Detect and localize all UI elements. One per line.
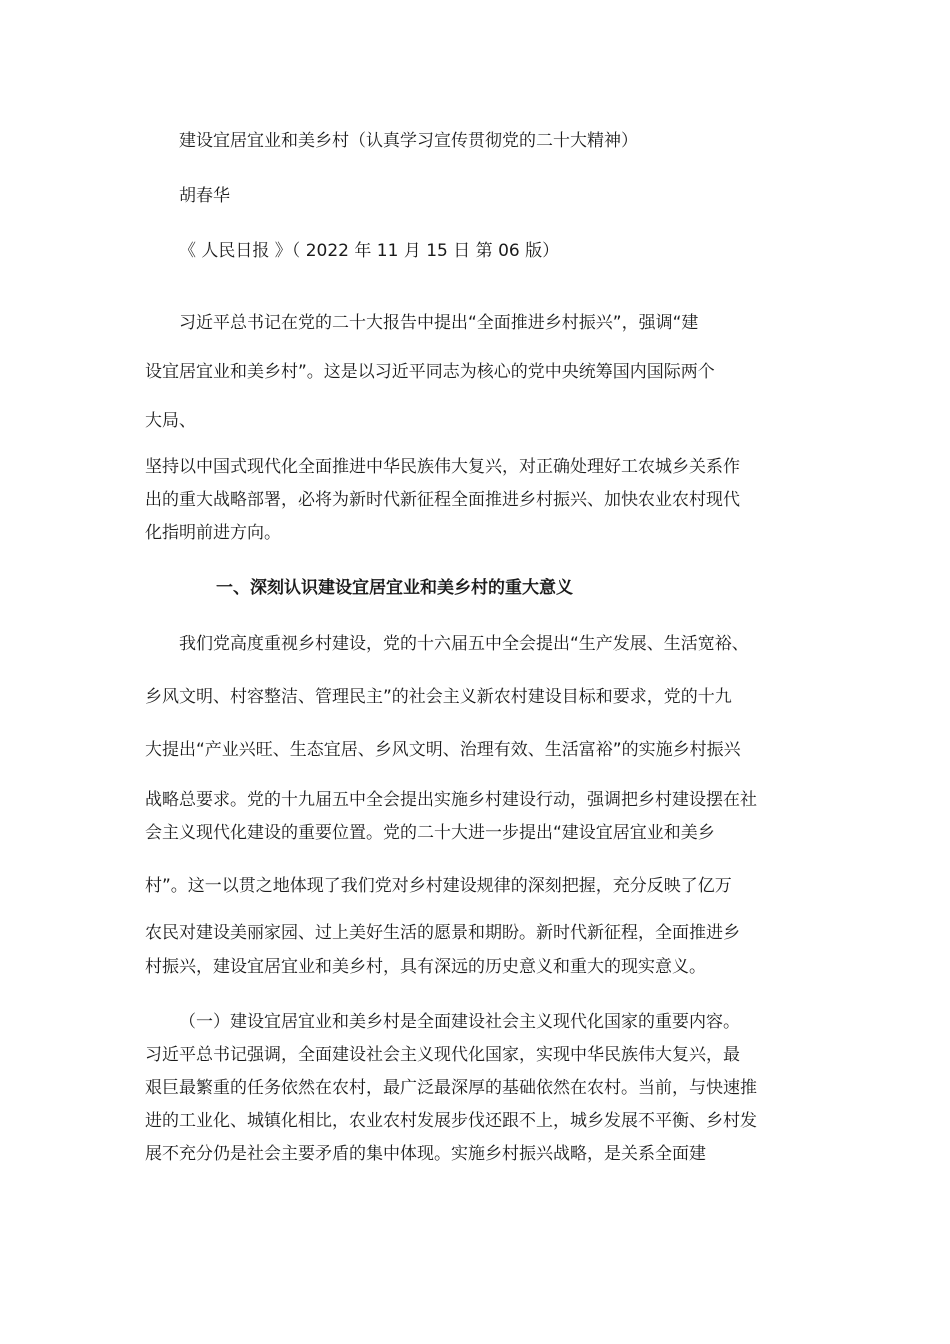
paragraph-line: 村”。这一以贯之地体现了我们党对乡村建设规律的深刻把握，充分反映了亿万 [145, 876, 732, 896]
paragraph-line: 会主义现代化建设的重要位置。党的二十大进一步提出“建设宜居宜业和美乡 [145, 823, 715, 843]
article-title: 建设宜居宜业和美乡村（认真学习宣传贯彻党的二十大精神） [179, 131, 638, 151]
paragraph-line: 进的工业化、城镇化相比，农业农村发展步伐还跟不上，城乡发展不平衡、乡村发 [145, 1111, 757, 1131]
paragraph-line: 艰巨最繁重的任务依然在农村，最广泛最深厚的基础依然在农村。当前，与快速推 [145, 1078, 757, 1098]
paragraph-line: 大提出“产业兴旺、生态宜居、乡风文明、治理有效、生活富裕”的实施乡村振兴 [145, 740, 741, 760]
paragraph-line: 农民对建设美丽家园、过上美好生活的愿景和期盼。新时代新征程，全面推进乡 [145, 923, 740, 943]
paragraph-line: 出的重大战略部署，必将为新时代新征程全面推进乡村振兴、加快农业农村现代 [145, 490, 740, 510]
paragraph-line: 化指明前进方向。 [145, 523, 281, 543]
paragraph-line: 设宜居宜业和美乡村”。这是以习近平同志为核心的党中央统筹国内国际两个 [145, 362, 715, 382]
paragraph-line: 展不充分仍是社会主要矛盾的集中体现。实施乡村振兴战略，是关系全面建 [145, 1144, 706, 1164]
paragraph-line: 乡风文明、村容整洁、管理民主”的社会主义新农村建设目标和要求，党的十九 [145, 687, 732, 707]
paragraph-line: 坚持以中国式现代化全面推进中华民族伟大复兴，对正确处理好工农城乡关系作 [145, 457, 740, 477]
paragraph-line: 习近平总书记在党的二十大报告中提出“全面推进乡村振兴”，强调“建 [179, 313, 699, 333]
paragraph-line: 我们党高度重视乡村建设，党的十六届五中全会提出“生产发展、生活宽裕、 [179, 634, 749, 654]
paragraph-line: 战略总要求。党的十九届五中全会提出实施乡村建设行动，强调把乡村建设摆在社 [145, 790, 757, 810]
paragraph-line: 村振兴，建设宜居宜业和美乡村，具有深远的历史意义和重大的现实意义。 [145, 957, 706, 977]
author-name: 胡春华 [179, 186, 230, 206]
paragraph-line: （一）建设宜居宜业和美乡村是全面建设社会主义现代化国家的重要内容。 [179, 1012, 740, 1032]
paragraph-line: 大局、 [145, 411, 196, 431]
section-heading: 一、深刻认识建设宜居宜业和美乡村的重大意义 [216, 578, 573, 598]
paragraph-line: 习近平总书记强调，全面建设社会主义现代化国家，实现中华民族伟大复兴，最 [145, 1045, 740, 1065]
publication-source: 《 人民日报 》（ 2022 年 11 月 15 日 第 06 版） [179, 241, 560, 261]
